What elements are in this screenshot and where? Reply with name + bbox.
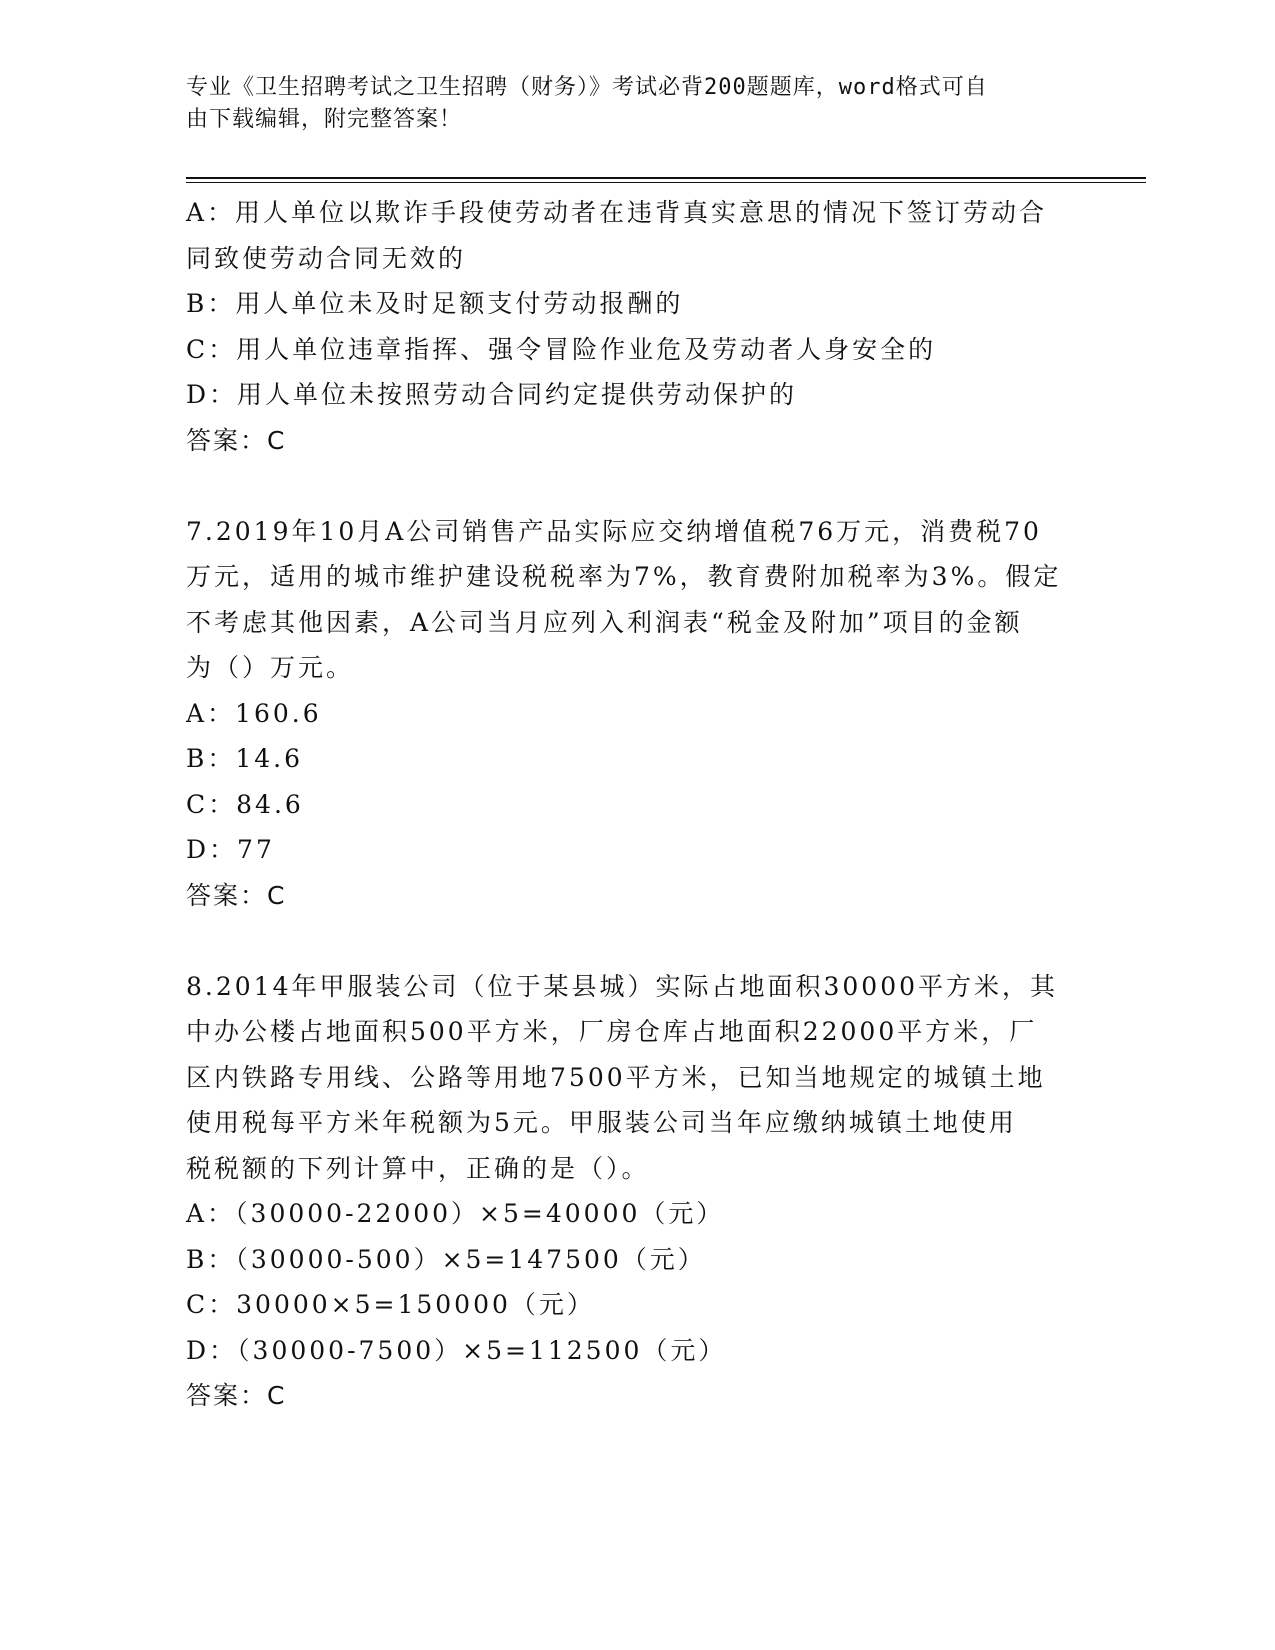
q8-answer: 答案：C [186,1381,287,1410]
q7-answer: 答案：C [186,880,287,910]
q7-option-b: B：14.6 [186,744,304,773]
q7-stem-line-1: 7.2019年10月A公司销售产品实际应交纳增值税76万元，消费税70 [186,516,1042,546]
q8-stem-line-2: 中办公楼占地面积500平方米，厂房仓库占地面积22000平方米，厂 [186,1017,1038,1046]
header-divider-thin [186,182,1146,183]
header-line-2: 由下载编辑，附完整答案！ [186,107,463,132]
q8-stem-line-3: 区内铁路专用线、公路等用地7500平方米，已知当地规定的城镇土地 [186,1062,1046,1092]
q7-option-a: A：160.6 [186,698,322,728]
q8-option-d: D：（30000-7500）×5=112500（元） [186,1335,727,1365]
document-body [186,190,1086,1419]
q6-option-b: B：用人单位未及时足额支付劳动报酬的 [186,289,684,318]
q7-option-d: D：77 [186,835,275,864]
q6-option-c: C：用人单位违章指挥、强令冒险作业危及劳动者人身安全的 [186,334,937,364]
q8-stem-line-1: 8.2014年甲服装公司（位于某县城）实际占地面积30000平方米，其 [186,971,1059,1001]
spacer [186,918,1086,964]
q7-option-c: C：84.6 [186,789,304,819]
header-divider-thick [186,177,1146,179]
q7-stem-line-4: 为（）万元。 [186,653,355,682]
q7-stem-line-2: 万元，适用的城市维护建设税税率为7%，教育费附加税率为3%。假定 [186,562,1062,591]
q6-option-a-line-1: A：用人单位以欺诈手段使劳动者在违背真实意思的情况下签订劳动合 [186,198,1048,227]
question-6-block [186,190,1086,463]
spacer [186,463,1086,509]
q8-option-a: A：（30000-22000）×5=40000（元） [186,1199,725,1228]
q8-stem-line-4: 使用税每平方米年税额为5元。甲服装公司当年应缴纳城镇土地使用 [186,1108,1017,1137]
q8-option-c: C：30000×5=150000（元） [186,1290,595,1319]
q6-answer: 答案：C [186,425,287,455]
header-line-1: 专业《卫生招聘考试之卫生招聘（财务）》考试必背200题题库，word格式可自 [186,75,988,100]
question-8-block [186,964,1086,1419]
q8-stem-line-5: 税税额的下列计算中，正确的是（）。 [186,1153,650,1183]
q7-stem-line-3: 不考虑其他因素，A公司当月应列入利润表“税金及附加”项目的金额 [186,607,1023,637]
q8-option-b: B：（30000-500）×5=147500（元） [186,1244,706,1274]
q6-option-a-line-2: 同致使劳动合同无效的 [186,243,467,273]
document-header [186,72,1066,136]
q6-option-d: D：用人单位未按照劳动合同约定提供劳动保护的 [186,380,798,409]
question-7-block [186,509,1086,919]
